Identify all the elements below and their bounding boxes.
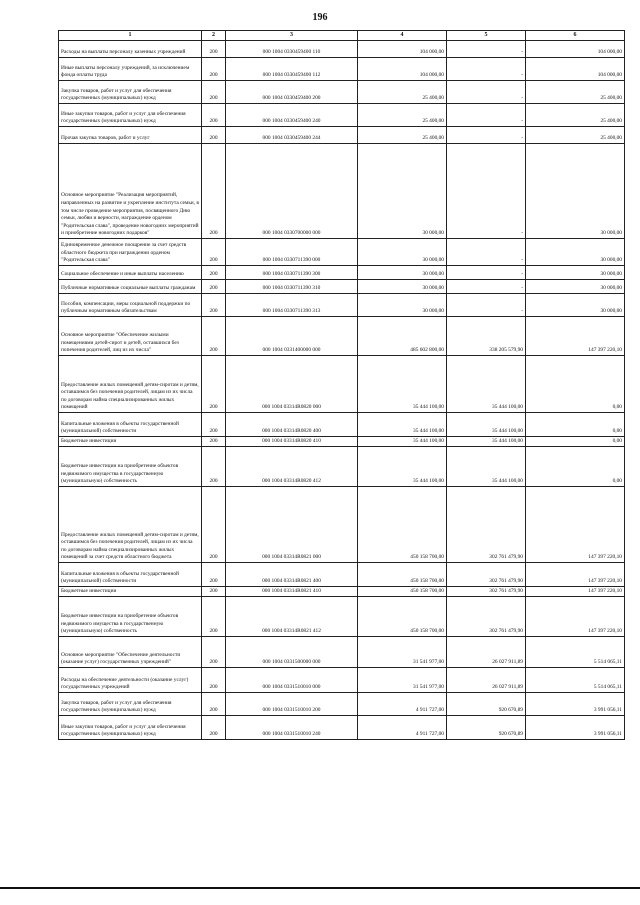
table-row bbox=[59, 81, 625, 104]
row-kbk: 000 1004 03314R0821 000 bbox=[226, 487, 358, 563]
row-remainder: 104 000,00 bbox=[526, 41, 625, 58]
row-executed: - bbox=[447, 81, 526, 104]
row-name: Основное мероприятие "Обеспечение жилыми помещениями детей-сирот и детей, оставшихся без попечения родителей, лиц из их числа" bbox=[59, 317, 202, 356]
row-approved: 35 444 100,00 bbox=[358, 437, 447, 447]
row-executed: 302 761 479,90 bbox=[447, 587, 526, 597]
row-name: Бюджетные инвестиции на приобретение объектов недвижимого имущества в государственную (муниципальную) собственность bbox=[59, 597, 202, 637]
row-kbk: 000 1004 0330711390 313 bbox=[226, 294, 358, 317]
table-body bbox=[59, 41, 625, 740]
row-approved: 450 158 700,00 bbox=[358, 563, 447, 587]
row-executed: 302 761 479,90 bbox=[447, 487, 526, 563]
row-remainder: 0,00 bbox=[526, 413, 625, 437]
row-executed: - bbox=[447, 294, 526, 317]
row-approved: 25 400,00 bbox=[358, 104, 447, 127]
row-approved: 25 400,00 bbox=[358, 127, 447, 144]
row-name: Бюджетные инвестиции bbox=[59, 437, 202, 447]
row-approved: 104 000,00 bbox=[358, 58, 447, 81]
row-executed: 920 670,89 bbox=[447, 693, 526, 716]
row-name: Капитальные вложения в объекты государственной (муниципальной) собственности bbox=[59, 413, 202, 437]
row-code: 200 bbox=[202, 104, 226, 127]
row-name: Расходы на выплаты персоналу казенных учреждений bbox=[59, 41, 202, 58]
row-approved: 30 000,00 bbox=[358, 144, 447, 239]
row-remainder: 30 000,00 bbox=[526, 280, 625, 294]
table-row bbox=[59, 587, 625, 597]
row-approved: 35 444 100,00 bbox=[358, 356, 447, 413]
row-approved: 30 000,00 bbox=[358, 266, 447, 280]
table-row bbox=[59, 317, 625, 356]
row-name: Расходы на обеспечение деятельности (оказание услуг) государственных учреждений bbox=[59, 668, 202, 693]
row-remainder: 30 000,00 bbox=[526, 239, 625, 266]
row-code: 200 bbox=[202, 693, 226, 716]
row-executed: 920 670,89 bbox=[447, 716, 526, 740]
row-name: Капитальные вложения в объекты государственной (муниципальной) собственности bbox=[59, 563, 202, 587]
row-name: Бюджетные инвестиции на приобретение объектов недвижимого имущества в государственную (муниципальную) собственность bbox=[59, 447, 202, 487]
row-executed: 35 444 100,00 bbox=[447, 413, 526, 437]
table-row bbox=[59, 280, 625, 294]
row-name: Предоставление жилых помещений детям-сиротам и детям, оставшимся без попечения родителей, лицам из их числа по договорам найма специализированных жилых помещений за счет средств областного бюджета bbox=[59, 487, 202, 563]
row-code: 200 bbox=[202, 294, 226, 317]
row-approved: 4 911 727,00 bbox=[358, 716, 447, 740]
row-approved: 4 911 727,00 bbox=[358, 693, 447, 716]
row-code: 200 bbox=[202, 487, 226, 563]
row-approved: 31 541 977,00 bbox=[358, 637, 447, 668]
row-code: 200 bbox=[202, 81, 226, 104]
row-approved: 450 158 700,00 bbox=[358, 587, 447, 597]
row-name: Публичные нормативные социальные выплаты гражданам bbox=[59, 280, 202, 294]
row-kbk: 000 1004 03314R0820 000 bbox=[226, 356, 358, 413]
row-executed: 302 761 479,90 bbox=[447, 563, 526, 587]
row-remainder: 30 000,00 bbox=[526, 266, 625, 280]
row-kbk: 000 1004 03314R0821 410 bbox=[226, 587, 358, 597]
row-approved: 450 158 700,00 bbox=[358, 597, 447, 637]
table-row bbox=[59, 597, 625, 637]
row-code: 200 bbox=[202, 41, 226, 58]
row-executed: - bbox=[447, 41, 526, 58]
row-remainder: 0,00 bbox=[526, 447, 625, 487]
row-name: Прочая закупка товаров, работ и услуг bbox=[59, 127, 202, 144]
row-kbk: 000 1004 0331500000 000 bbox=[226, 637, 358, 668]
row-code: 200 bbox=[202, 239, 226, 266]
row-code: 200 bbox=[202, 266, 226, 280]
row-kbk: 000 1004 0331510010 240 bbox=[226, 716, 358, 740]
row-kbk: 000 1004 0330711390 310 bbox=[226, 280, 358, 294]
row-approved: 30 000,00 bbox=[358, 280, 447, 294]
row-code: 200 bbox=[202, 280, 226, 294]
table-row bbox=[59, 127, 625, 144]
row-name: Основное мероприятие "Обеспечение деятельности (оказание услуг) государственных учреждений" bbox=[59, 637, 202, 668]
row-code: 200 bbox=[202, 437, 226, 447]
row-executed: 35 444 100,00 bbox=[447, 447, 526, 487]
row-name: Иные закупки товаров, работ и услуг для обеспечения государственных (муниципальных) нужд bbox=[59, 716, 202, 740]
row-remainder: 30 000,00 bbox=[526, 294, 625, 317]
row-name: Бюджетные инвестиции bbox=[59, 587, 202, 597]
row-code: 200 bbox=[202, 668, 226, 693]
row-approved: 104 000,00 bbox=[358, 41, 447, 58]
row-kbk: 000 1004 03314R0820 412 bbox=[226, 447, 358, 487]
row-name: Пособия, компенсации, меры социальной поддержки по публичным нормативным обязательствам bbox=[59, 294, 202, 317]
row-name: Закупка товаров, работ и услуг для обеспечения государственных (муниципальных) нужд bbox=[59, 81, 202, 104]
table-row bbox=[59, 104, 625, 127]
row-approved: 30 000,00 bbox=[358, 294, 447, 317]
row-code: 200 bbox=[202, 144, 226, 239]
row-name: Предоставление жилых помещений детям-сиротам и детям, оставшимся без попечения родителей, лицам из их числа по договорам найма специализированных жилых помещений bbox=[59, 356, 202, 413]
row-code: 200 bbox=[202, 317, 226, 356]
table-row bbox=[59, 693, 625, 716]
table-row bbox=[59, 437, 625, 447]
table-row bbox=[59, 668, 625, 693]
row-kbk: 000 1004 0330459400 110 bbox=[226, 41, 358, 58]
row-kbk: 000 1004 0330711390 000 bbox=[226, 239, 358, 266]
row-code: 200 bbox=[202, 127, 226, 144]
row-kbk: 000 1004 0330459400 240 bbox=[226, 104, 358, 127]
row-kbk: 000 1004 0330459400 112 bbox=[226, 58, 358, 81]
row-remainder: 3 991 056,11 bbox=[526, 716, 625, 740]
row-kbk: 000 1004 0330711390 300 bbox=[226, 266, 358, 280]
row-name: Социальное обеспечение и иные выплаты населению bbox=[59, 266, 202, 280]
table-row bbox=[59, 447, 625, 487]
row-kbk: 000 1004 03314R0821 412 bbox=[226, 597, 358, 637]
row-remainder: 147 397 220,10 bbox=[526, 597, 625, 637]
row-approved: 450 158 700,00 bbox=[358, 487, 447, 563]
row-executed: - bbox=[447, 104, 526, 127]
row-executed: - bbox=[447, 58, 526, 81]
row-code: 200 bbox=[202, 597, 226, 637]
row-remainder: 147 397 220,10 bbox=[526, 563, 625, 587]
row-approved: 485 602 800,00 bbox=[358, 317, 447, 356]
row-executed: - bbox=[447, 127, 526, 144]
table-row bbox=[59, 413, 625, 437]
row-kbk: 000 1004 03314R0820 410 bbox=[226, 437, 358, 447]
row-remainder: 25 400,00 bbox=[526, 104, 625, 127]
row-code: 200 bbox=[202, 413, 226, 437]
column-header: 6 bbox=[526, 31, 625, 41]
column-header: 5 bbox=[447, 31, 526, 41]
row-executed: - bbox=[447, 144, 526, 239]
row-executed: - bbox=[447, 266, 526, 280]
row-executed: - bbox=[447, 280, 526, 294]
row-code: 200 bbox=[202, 58, 226, 81]
row-code: 200 bbox=[202, 447, 226, 487]
row-remainder: 30 000,00 bbox=[526, 144, 625, 239]
budget-table bbox=[58, 30, 625, 740]
table-row bbox=[59, 716, 625, 740]
row-kbk: 000 1004 0331510010 000 bbox=[226, 668, 358, 693]
table-row bbox=[59, 356, 625, 413]
table-row bbox=[59, 144, 625, 239]
column-header: 2 bbox=[202, 31, 226, 41]
header-row bbox=[59, 31, 625, 41]
row-remainder: 3 991 056,11 bbox=[526, 693, 625, 716]
row-remainder: 25 400,00 bbox=[526, 127, 625, 144]
row-kbk: 000 1004 0330459400 244 bbox=[226, 127, 358, 144]
row-kbk: 000 1004 0331400000 000 bbox=[226, 317, 358, 356]
row-kbk: 000 1004 03314R0821 400 bbox=[226, 563, 358, 587]
bottom-rule bbox=[0, 887, 640, 889]
row-code: 200 bbox=[202, 563, 226, 587]
row-executed: 35 444 100,00 bbox=[447, 437, 526, 447]
row-executed: 35 444 100,00 bbox=[447, 356, 526, 413]
row-remainder: 0,00 bbox=[526, 356, 625, 413]
row-code: 200 bbox=[202, 716, 226, 740]
row-code: 200 bbox=[202, 356, 226, 413]
row-remainder: 104 000,00 bbox=[526, 58, 625, 81]
row-code: 200 bbox=[202, 587, 226, 597]
row-executed: - bbox=[447, 239, 526, 266]
table-row bbox=[59, 58, 625, 81]
table-row bbox=[59, 266, 625, 280]
row-remainder: 147 397 220,10 bbox=[526, 487, 625, 563]
row-name: Иные закупки товаров, работ и услуг для обеспечения государственных (муниципальных) нужд bbox=[59, 104, 202, 127]
row-remainder: 5 514 065,11 bbox=[526, 637, 625, 668]
row-approved: 30 000,00 bbox=[358, 239, 447, 266]
row-name: Иные выплаты персоналу учреждений, за исключением фонда оплаты труда bbox=[59, 58, 202, 81]
page-number: 196 bbox=[312, 12, 328, 23]
row-remainder: 147 397 220,10 bbox=[526, 317, 625, 356]
table-row bbox=[59, 487, 625, 563]
row-remainder: 0,00 bbox=[526, 437, 625, 447]
row-code: 200 bbox=[202, 637, 226, 668]
row-remainder: 5 514 065,11 bbox=[526, 668, 625, 693]
row-remainder: 147 397 220,10 bbox=[526, 587, 625, 597]
row-executed: 302 761 479,90 bbox=[447, 597, 526, 637]
row-name: Основное мероприятие "Реализация мероприятий, направленных на развитие и укрепление института семьи, в том числе проведение мероприятия, посвященного Дню семьи, любви и верности, награждение орденом "Родительская слава", проведение новогодних мероприятий и приобретение новогодних подарков" bbox=[59, 144, 202, 239]
row-approved: 35 444 100,00 bbox=[358, 413, 447, 437]
row-executed: 338 205 579,90 bbox=[447, 317, 526, 356]
column-header: 1 bbox=[59, 31, 202, 41]
row-kbk: 000 1004 0331510010 200 bbox=[226, 693, 358, 716]
table-row bbox=[59, 41, 625, 58]
row-name: Закупка товаров, работ и услуг для обеспечения государственных (муниципальных) нужд bbox=[59, 693, 202, 716]
row-remainder: 25 400,00 bbox=[526, 81, 625, 104]
column-header: 4 bbox=[358, 31, 447, 41]
row-approved: 31 541 977,00 bbox=[358, 668, 447, 693]
row-kbk: 000 1004 0330700000 000 bbox=[226, 144, 358, 239]
table-row bbox=[59, 637, 625, 668]
table-row bbox=[59, 239, 625, 266]
table-row bbox=[59, 294, 625, 317]
row-name: Единовременное денежное поощрение за счет средств областного бюджета при награждении орденом "Родительская слава" bbox=[59, 239, 202, 266]
row-approved: 35 444 100,00 bbox=[358, 447, 447, 487]
row-approved: 25 400,00 bbox=[358, 81, 447, 104]
row-executed: 26 027 911,89 bbox=[447, 668, 526, 693]
row-kbk: 000 1004 03314R0820 400 bbox=[226, 413, 358, 437]
row-executed: 26 027 911,89 bbox=[447, 637, 526, 668]
table-row bbox=[59, 563, 625, 587]
row-kbk: 000 1004 0330459400 200 bbox=[226, 81, 358, 104]
column-header: 3 bbox=[226, 31, 358, 41]
